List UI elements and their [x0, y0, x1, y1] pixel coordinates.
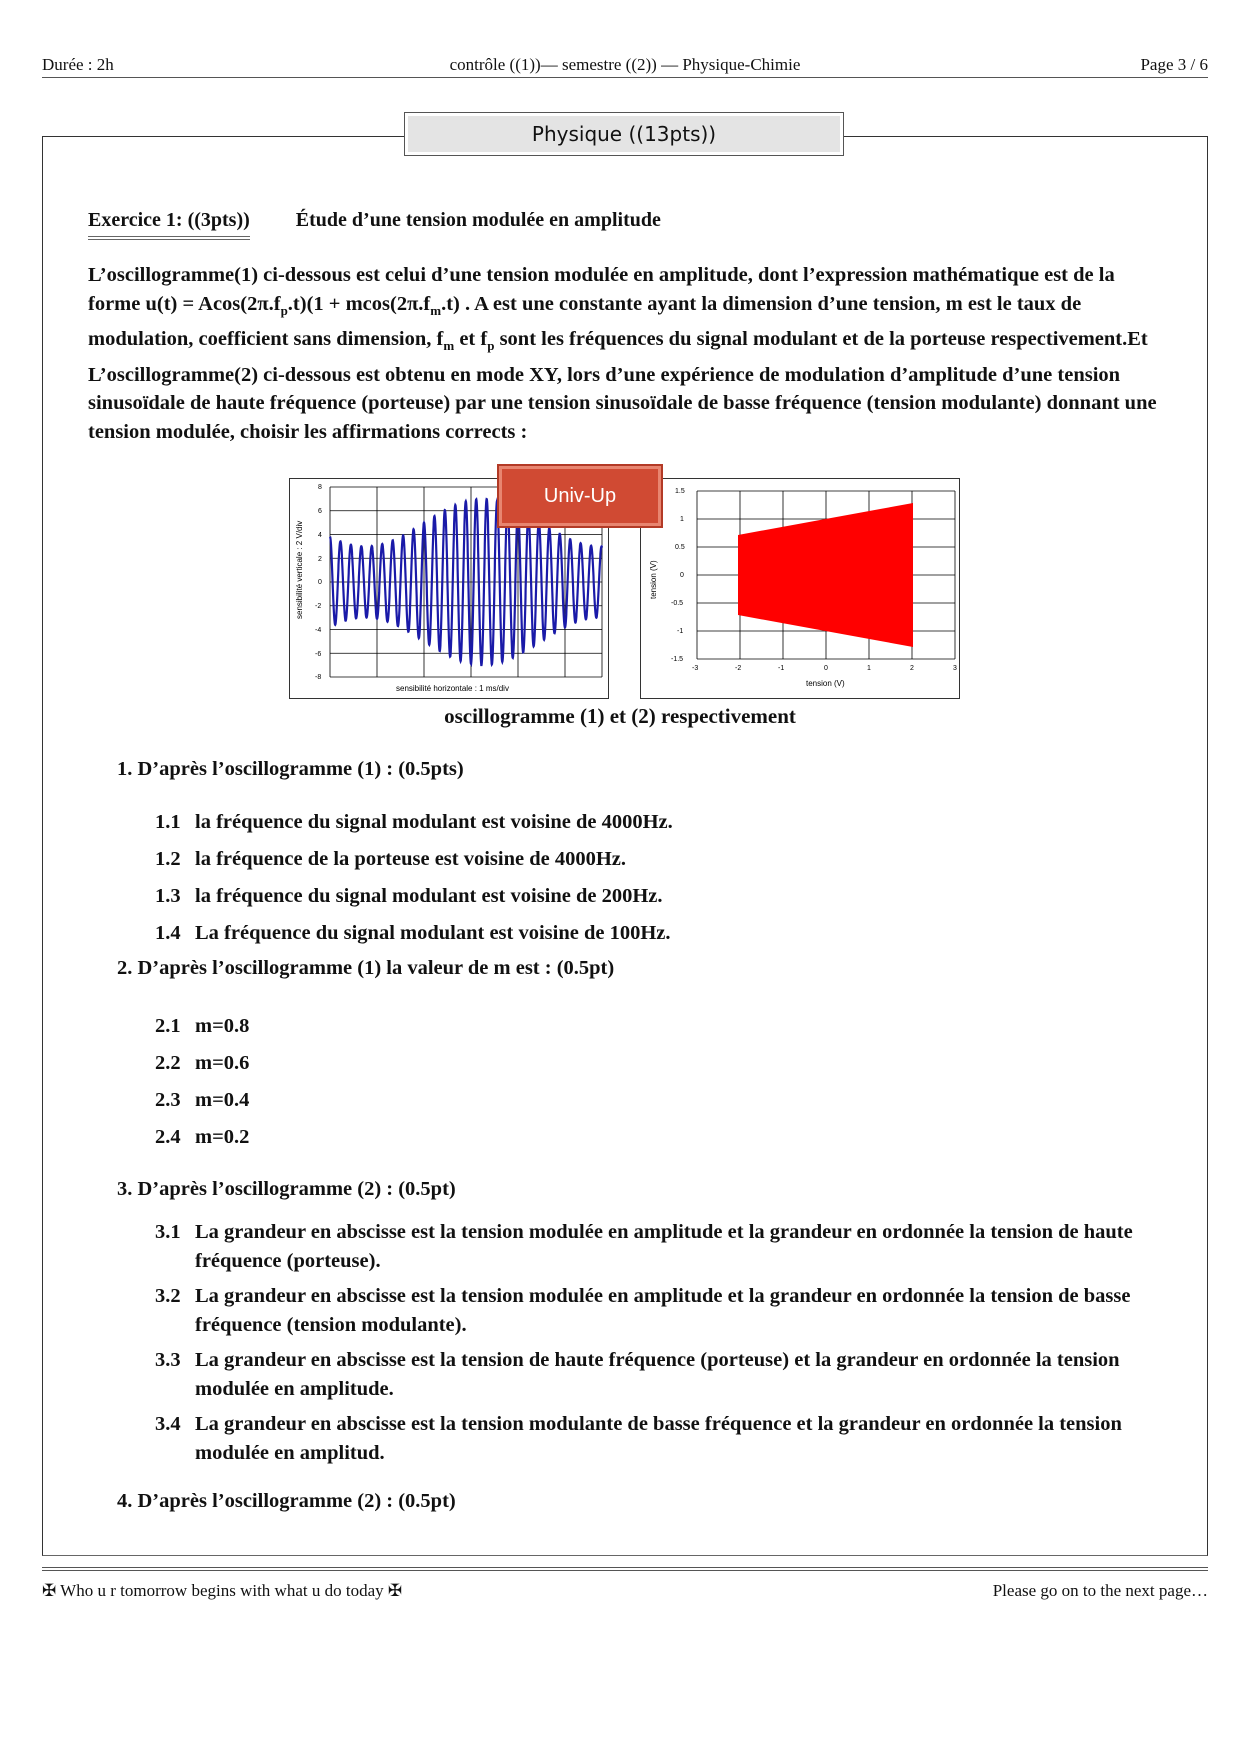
option-text: La grandeur en abscisse est la tension de haute fréquence (porteuse) et la grandeur en ordonnée la tension modulée en amplitude. [195, 1349, 1120, 1400]
fig1-ylabel: sensibilité verticale : 2 V/div [295, 520, 304, 619]
exercise-title: Étude d’une tension modulée en amplitude [295, 209, 661, 231]
intro-text: .t)(1 + mcos(2π.f [287, 292, 431, 315]
exam-title: contrôle ((1))— semestre ((2)) — Physique-Chimie [449, 55, 801, 74]
intro-paragraph [88, 261, 1168, 446]
svg-text:4: 4 [318, 532, 322, 539]
svg-text:-1: -1 [778, 665, 785, 672]
svg-text:0.5: 0.5 [675, 544, 685, 551]
exercise-heading [88, 209, 661, 240]
figure-caption: oscillogramme (1) et (2) respectivement [444, 704, 796, 728]
svg-text:3: 3 [953, 665, 957, 672]
duration: Durée : 2h [42, 55, 114, 74]
page-header [42, 55, 1208, 78]
option-number: 3.2 [155, 1285, 181, 1307]
option-text: La grandeur en abscisse est la tension modulée en amplitude et la grandeur en ordonnée la tension de haute fréquence (porteuse). [195, 1221, 1133, 1272]
svg-text:0: 0 [680, 572, 684, 579]
option-item [155, 1049, 1165, 1078]
option-item [155, 1218, 1165, 1276]
svg-text:8: 8 [318, 484, 322, 491]
option-number: 2.3 [155, 1089, 181, 1111]
option-number: 1.3 [155, 885, 181, 907]
option-number: 1.4 [155, 922, 181, 944]
section-title-box [404, 112, 844, 156]
option-item [155, 1123, 1165, 1152]
intro-text: sont les fréquences du signal modulant et de la porteuse respectivement.Et L’oscillogramme(2) ci-dessous est obtenu en mode XY, lors d’une expérience de modulation d’amplitude d’une tension sinusoïdale de haute fréquence (porteuse) par une tension sinusoïdale de basse fréquence (tension modulante) donnant une tension modulée, choisir les affirmations corrects : [88, 328, 1157, 443]
sub-p: p [280, 302, 288, 318]
fig1-xlabel: sensibilité horizontale : 1 ms/div [396, 684, 509, 693]
question-3 [117, 1178, 456, 1201]
intro-text: .t) . A est une constante ayant la dimension d’une tension, m est le taux de modulation, coefficient sans dimension, f [88, 292, 1082, 351]
option-text: La fréquence du signal modulant est voisine de 100Hz. [195, 922, 671, 944]
page-footer [42, 1567, 1208, 1600]
question-number: 2. [117, 957, 133, 979]
option-text: la fréquence du signal modulant est voisine de 4000Hz. [195, 811, 673, 833]
svg-text:2: 2 [318, 556, 322, 563]
option-item [155, 882, 1165, 911]
svg-text:-8: -8 [315, 674, 322, 681]
svg-text:1.5: 1.5 [675, 488, 685, 495]
svg-text:1: 1 [680, 516, 684, 523]
option-number: 3.1 [155, 1221, 181, 1243]
option-number: 1.1 [155, 811, 181, 833]
svg-text:-1: -1 [677, 628, 684, 635]
section-title: Physique ((13pts)) [408, 116, 840, 152]
option-text: La grandeur en abscisse est la tension modulée en amplitude et la grandeur en ordonnée la tension de basse fréquence (tension modulante). [195, 1285, 1131, 1336]
sub-m: m [443, 338, 455, 354]
sub-p: p [487, 338, 495, 354]
fig2-ylabel: tension (V) [649, 560, 658, 599]
question-1 [117, 758, 464, 781]
option-number: 3.4 [155, 1413, 181, 1435]
svg-text:2: 2 [910, 665, 914, 672]
question-number: 1. [117, 758, 133, 780]
page-number: Page 3 / 6 [1140, 55, 1208, 74]
sub-m: m [430, 302, 442, 318]
option-text: m=0.2 [195, 1126, 250, 1148]
svg-text:-2: -2 [315, 603, 322, 610]
svg-text:-6: -6 [315, 651, 322, 658]
option-number: 2.2 [155, 1052, 181, 1074]
footer-next-page: Please go on to the next page… [992, 1581, 1208, 1600]
footer-motto: ✠ Who u r tomorrow begins with what u do today ✠ [42, 1581, 403, 1600]
option-number: 2.1 [155, 1015, 181, 1037]
question-number: 3. [117, 1178, 133, 1200]
svg-text:-2: -2 [735, 665, 742, 672]
option-text: m=0.6 [195, 1052, 250, 1074]
svg-text:-4: -4 [315, 627, 322, 634]
option-number: 2.4 [155, 1126, 181, 1148]
option-item [155, 1086, 1165, 1115]
option-item [155, 919, 1165, 948]
option-number: 1.2 [155, 848, 181, 870]
question-2 [117, 957, 614, 980]
svg-text:0: 0 [824, 665, 828, 672]
intro-text: et f [454, 328, 488, 351]
question-text: D’après l’oscillogramme (2) : (0.5pt) [137, 1178, 456, 1200]
svg-text:-3: -3 [692, 665, 699, 672]
option-item [155, 845, 1165, 874]
svg-text:-1.5: -1.5 [671, 656, 684, 663]
option-text: m=0.8 [195, 1015, 250, 1037]
option-item [155, 1410, 1165, 1468]
svg-text:6: 6 [318, 508, 322, 515]
option-item [155, 1012, 1165, 1041]
exercise-label: Exercice 1: ((3pts)) [88, 209, 250, 240]
option-text: la fréquence de la porteuse est voisine de 4000Hz. [195, 848, 627, 870]
option-item [155, 1346, 1165, 1404]
svg-text:1: 1 [867, 665, 871, 672]
watermark-badge: Univ-Up [497, 464, 663, 528]
option-item [155, 1282, 1165, 1340]
option-text: m=0.4 [195, 1089, 250, 1111]
option-text: La grandeur en abscisse est la tension modulante de basse fréquence et la grandeur en ordonnée la tension modulée en amplitud. [195, 1413, 1122, 1464]
y-ticks [315, 484, 322, 681]
intro-text: L’oscillogramme(1) ci-dessous est celui d’une tension modulée en amplitude, dont l’expression mathématique est de la forme u(t) = Acos(2π.f [88, 264, 1115, 315]
svg-text:-0.5: -0.5 [671, 600, 684, 607]
oscillogram-2 [640, 478, 960, 699]
svg-text:0: 0 [318, 579, 322, 586]
question-number: 4. [117, 1490, 133, 1512]
fig2-xlabel: tension (V) [806, 679, 845, 688]
question-text: D’après l’oscillogramme (1) : (0.5pts) [137, 758, 464, 780]
option-number: 3.3 [155, 1349, 181, 1371]
question-text: D’après l’oscillogramme (2) : (0.5pt) [137, 1490, 456, 1512]
question-text: D’après l’oscillogramme (1) la valeur de m est : (0.5pt) [137, 957, 615, 979]
question-4 [117, 1490, 456, 1513]
option-text: la fréquence du signal modulant est voisine de 200Hz. [195, 885, 663, 907]
option-item [155, 808, 1165, 837]
